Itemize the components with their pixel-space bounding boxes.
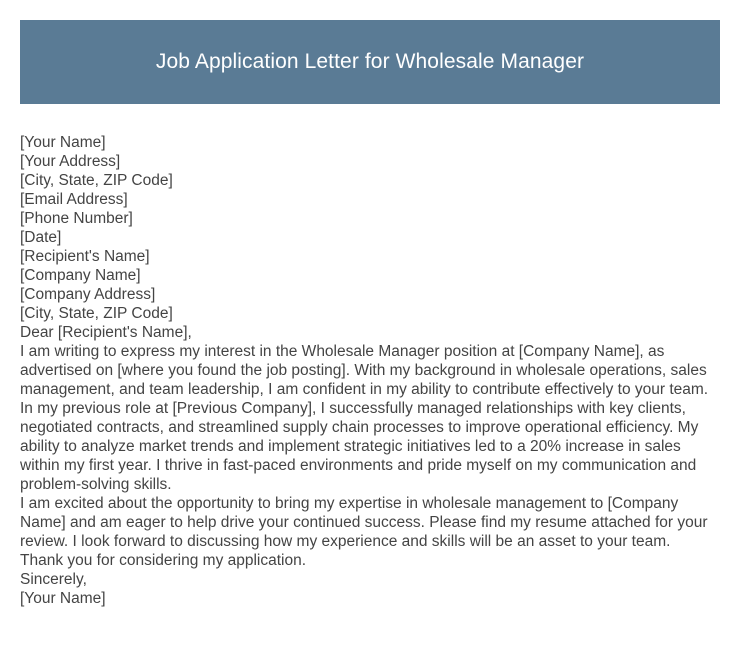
recipient-city-state-zip: [City, State, ZIP Code] (20, 305, 173, 322)
thank-you-line: Thank you for considering my application. (20, 552, 307, 569)
recipient-name: [Recipient's Name] (20, 248, 150, 265)
letter-body (20, 133, 720, 608)
signature-name: [Your Name] (20, 590, 106, 607)
paragraph-intro: I am writing to express my interest in the Wholesale Manager position at [Company Name], as advertised on [where you found the job posting]. With my background in wholesale operations, sales management, and team leadership, I am confident in my ability to contribute effectively to your team. (20, 343, 709, 398)
recipient-company-address: [Company Address] (20, 286, 156, 303)
letter-date: [Date] (20, 229, 62, 246)
sender-phone: [Phone Number] (20, 210, 133, 227)
salutation: Dear [Recipient's Name], (20, 324, 192, 341)
sender-address: [Your Address] (20, 153, 121, 170)
recipient-company: [Company Name] (20, 267, 141, 284)
header-banner (20, 20, 720, 104)
sender-city-state-zip: [City, State, ZIP Code] (20, 172, 173, 189)
sign-off: Sincerely, (20, 571, 87, 588)
sender-name: [Your Name] (20, 134, 106, 151)
paragraph-closing: I am excited about the opportunity to bring my expertise in wholesale management to [Company Name] and am eager to help drive your continued success. Please find my resume attached for your review. I look forward to discussing how my experience and skills will be an asset to your team. (20, 495, 708, 550)
sender-email: [Email Address] (20, 191, 128, 208)
page-title: Job Application Letter for Wholesale Manager (155, 50, 585, 73)
paragraph-experience: In my previous role at [Previous Company], I successfully managed relationships with key clients, negotiated contracts, and streamlined supply chain processes to improve operational efficiency. My ability to analyze market trends and implement strategic initiatives led to a 20% increase in sales within my first year. I thrive in fast-paced environments and pride myself on my communication and problem-solving skills. (20, 400, 699, 493)
